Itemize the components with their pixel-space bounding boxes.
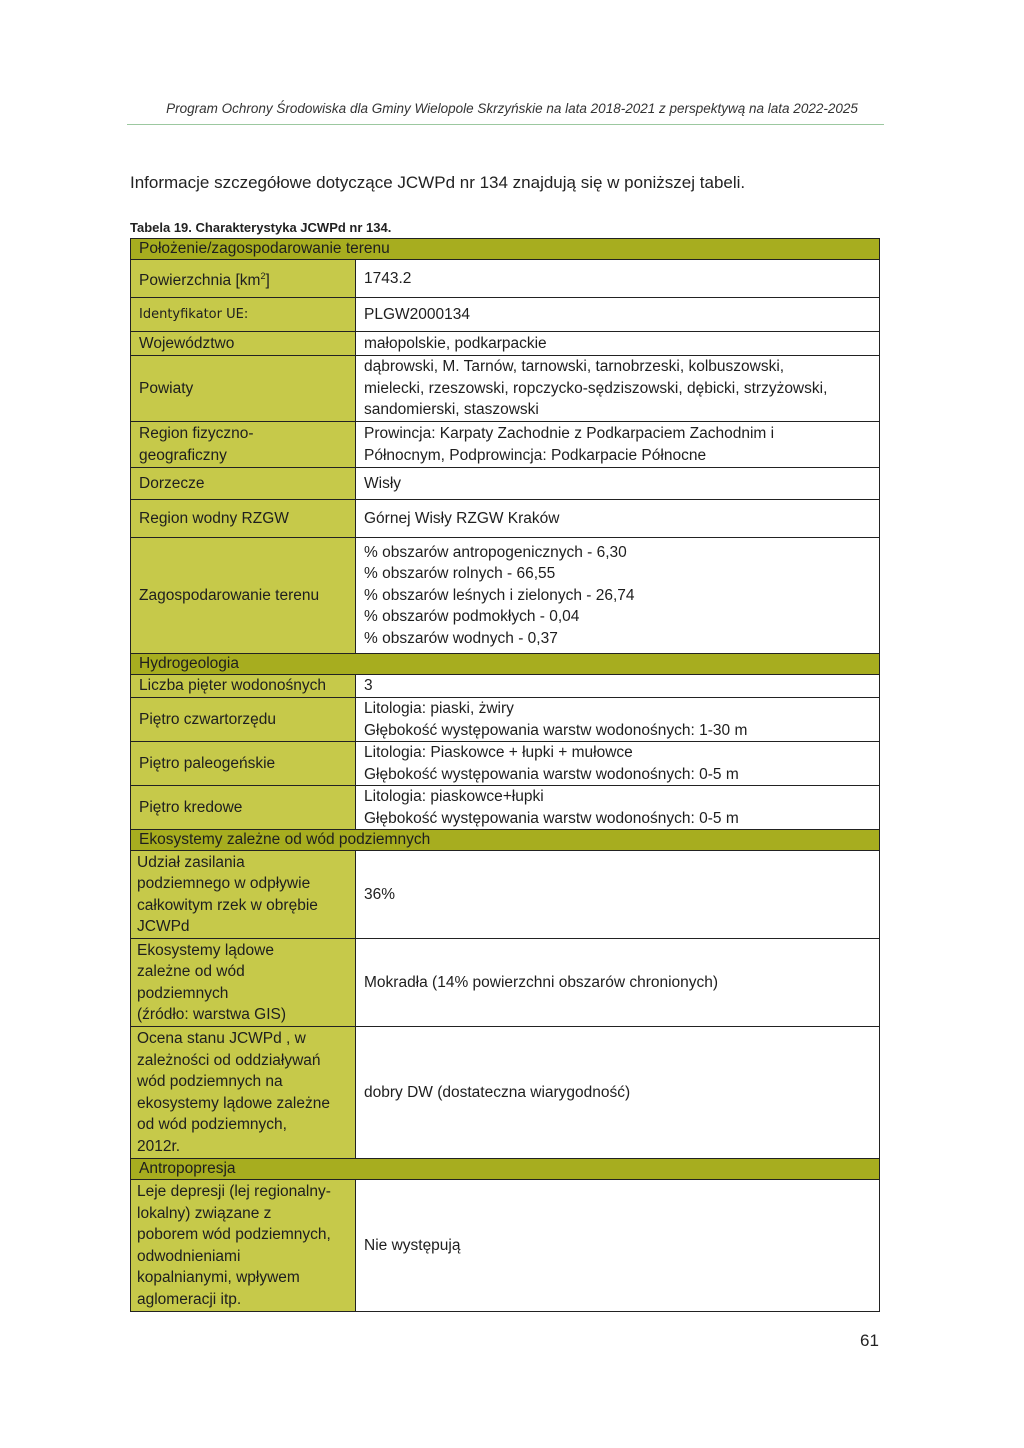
row-label: Piętro czwartorzędu	[131, 698, 356, 742]
section-title: Położenie/zagospodarowanie terenu	[131, 239, 880, 260]
row-value: % obszarów antropogenicznych - 6,30 % obszarów rolnych - 66,55 % obszarów leśnych i zielonych - 26,74 % obszarów podmokłych - 0,04 % obszarów wodnych - 0,37	[356, 538, 880, 654]
table-row	[131, 675, 880, 698]
row-label: Liczba pięter wodonośnych	[131, 675, 356, 698]
row-value: Nie występują	[356, 1180, 880, 1312]
table-row	[131, 500, 880, 538]
table-row	[131, 939, 880, 1027]
section-row-anthropopressure	[131, 1159, 880, 1180]
row-value: Prowincja: Karpaty Zachodnie z Podkarpaciem Zachodnim i Północnym, Podprowincja: Podkarpacie Północne	[356, 422, 880, 468]
table-row	[131, 538, 880, 654]
row-label: Powierzchnia $[km^2]$	[131, 260, 356, 298]
row-value: Wisły	[356, 468, 880, 500]
table-row	[131, 1027, 880, 1159]
page-header: Program Ochrony Środowiska dla Gminy Wielopole Skrzyńskie na lata 2018-2021 z perspektywą na lata 2022-2025	[166, 101, 858, 116]
row-label: Ekosystemy lądowe zależne od wód podziemnych (źródło: warstwa GIS)	[131, 939, 356, 1027]
table-row	[131, 422, 880, 468]
row-value: małopolskie, podkarpackie	[356, 332, 880, 356]
table-row	[131, 851, 880, 939]
table-row	[131, 1180, 880, 1312]
row-label: Region fizyczno- geograficzny	[131, 422, 356, 468]
row-label: Identyfikator UE:	[131, 298, 356, 332]
row-value: Litologia: piaskowce+łupki Głębokość występowania warstw wodonośnych: 0-5 m	[356, 786, 880, 830]
row-value: Litologia: Piaskowce + łupki + mułowce Głębokość występowania warstw wodonośnych: 0-5 m	[356, 742, 880, 786]
table-row	[131, 260, 880, 298]
page-number: 61	[860, 1331, 879, 1350]
row-label: Ocena stanu JCWPd , w zależności od oddziaływań wód podziemnych na ekosystemy lądowe zależne od wód podziemnych, 2012r.	[131, 1027, 356, 1159]
row-label: Piętro kredowe	[131, 786, 356, 830]
row-label: Powiaty	[131, 356, 356, 422]
table-row	[131, 786, 880, 830]
row-value: PLGW2000134	[356, 298, 880, 332]
row-value: dobry DW (dostateczna wiarygodność)	[356, 1027, 880, 1159]
section-row-location	[131, 239, 880, 260]
section-row-ecosystems	[131, 830, 880, 851]
row-label: Dorzecze	[131, 468, 356, 500]
row-value: Litologia: piaski, żwiry Głębokość występowania warstw wodonośnych: 1-30 m	[356, 698, 880, 742]
section-title: Antropopresja	[131, 1159, 880, 1180]
section-title: Ekosystemy zależne od wód podziemnych	[131, 830, 880, 851]
section-row-hydrogeology	[131, 654, 880, 675]
table-row	[131, 332, 880, 356]
header-divider	[127, 124, 884, 125]
row-label: Leje depresji (lej regionalny- lokalny) związane z poborem wód podziemnych, odwodnieniami kopalnianymi, wpływem aglomeracji itp.	[131, 1180, 356, 1312]
jcwpd-table	[130, 238, 880, 1312]
section-title: Hydrogeologia	[131, 654, 880, 675]
row-label: Zagospodarowanie terenu	[131, 538, 356, 654]
row-label: Piętro paleogeńskie	[131, 742, 356, 786]
intro-paragraph: Informacje szczegółowe dotyczące JCWPd nr 134 znajdują się w poniższej tabeli.	[130, 173, 746, 192]
row-label: Region wodny RZGW	[131, 500, 356, 538]
row-value: dąbrowski, M. Tarnów, tarnowski, tarnobrzeski, kolbuszowski, mielecki, rzeszowski, ropczycko-sędziszowski, dębicki, strzyżowski, sandomierski, staszowski	[356, 356, 880, 422]
table-row	[131, 468, 880, 500]
table-caption: Tabela 19. Charakterystyka JCWPd nr 134.	[130, 220, 392, 235]
row-value: Mokradła (14% powierzchni obszarów chronionych)	[356, 939, 880, 1027]
table-row	[131, 356, 880, 422]
row-value: 1743.2	[356, 260, 880, 298]
row-value: Górnej Wisły RZGW Kraków	[356, 500, 880, 538]
table-row	[131, 298, 880, 332]
row-value: 36%	[356, 851, 880, 939]
table-row	[131, 698, 880, 742]
row-label: Województwo	[131, 332, 356, 356]
row-label: Udział zasilania podziemnego w odpływie całkowitym rzek w obrębie JCWPd	[131, 851, 356, 939]
table-row	[131, 742, 880, 786]
row-value: 3	[356, 675, 880, 698]
